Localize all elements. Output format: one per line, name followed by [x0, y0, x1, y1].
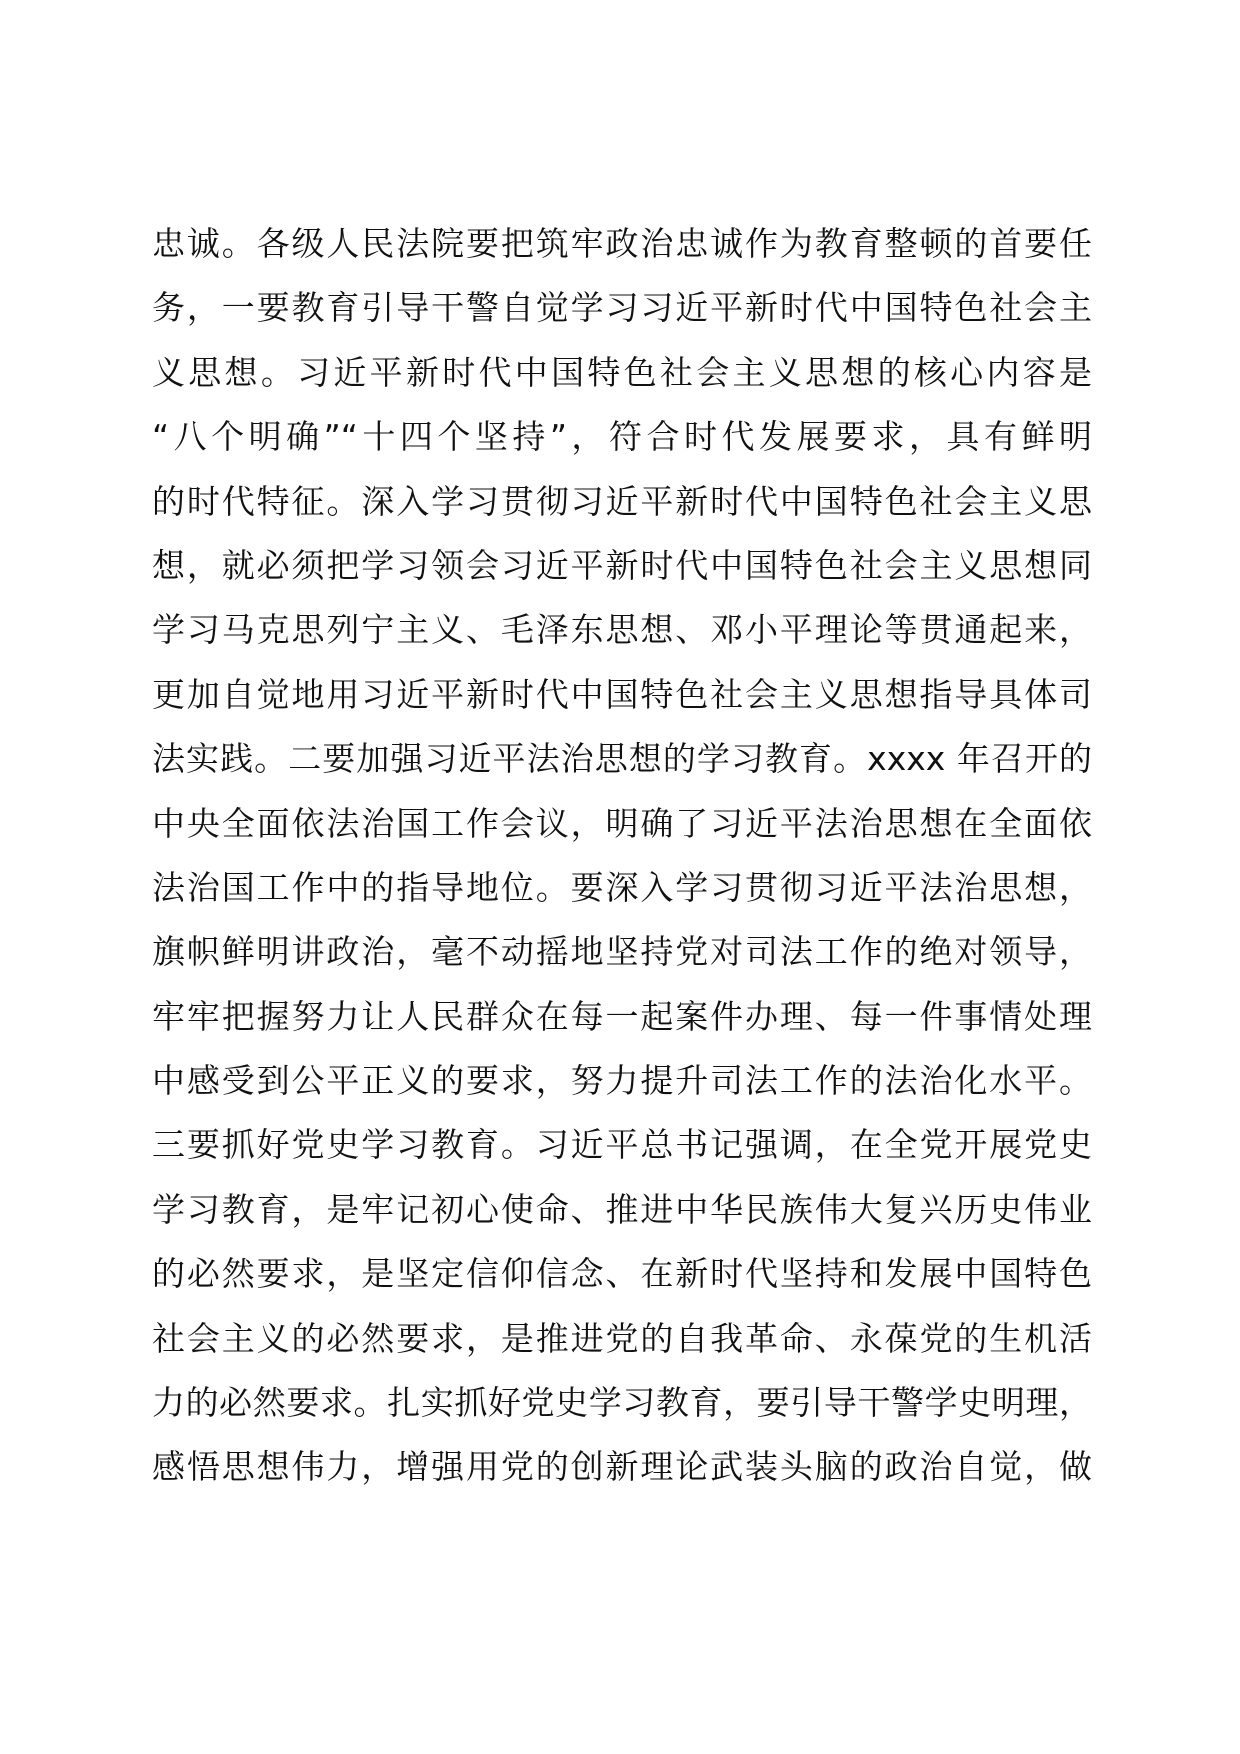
text-line: 义思想。习近平新时代中国特色社会主义思想的核心内容是	[152, 352, 1092, 392]
text-line: 力的必然要求。扎实抓好党史学习教育，要引导干警学史明理，	[152, 1383, 1092, 1423]
text-line: 的必然要求，是坚定信仰信念、在新时代坚持和发展中国特色	[152, 1254, 1092, 1294]
text-line: 学习教育，是牢记初心使命、推进中华民族伟大复兴历史伟业	[152, 1189, 1092, 1229]
text-line: 旗帜鲜明讲政治，毫不动摇地坚持党对司法工作的绝对领导，	[152, 932, 1092, 972]
text-line: 感悟思想伟力，增强用党的创新理论武装头脑的政治自觉，做	[152, 1447, 1092, 1487]
text-line: 更加自觉地用习近平新时代中国特色社会主义思想指导具体司	[152, 674, 1092, 714]
body-paragraph	[152, 212, 1092, 1500]
text-line: 中感受到公平正义的要求，努力提升司法工作的法治化水平。	[152, 1061, 1092, 1101]
text-line: 务，一要教育引导干警自觉学习习近平新时代中国特色社会主	[152, 288, 1092, 328]
text-line: 的时代特征。深入学习贯彻习近平新时代中国特色社会主义思	[152, 481, 1092, 521]
text-line: 学习马克思列宁主义、毛泽东思想、邓小平理论等贯通起来，	[152, 610, 1092, 650]
text-line: 三要抓好党史学习教育。习近平总书记强调，在全党开展党史	[152, 1125, 1092, 1165]
text-line: 社会主义的必然要求，是推进党的自我革命、永葆党的生机活	[152, 1318, 1092, 1358]
text-line: 法实践。二要加强习近平法治思想的学习教育。xxxx 年召开的	[152, 739, 1092, 779]
text-line: 法治国工作中的指导地位。要深入学习贯彻习近平法治思想，	[152, 867, 1092, 907]
text-line: 想，就必须把学习领会习近平新时代中国特色社会主义思想同	[152, 545, 1092, 585]
text-line: “八个明确”“十四个坚持”，符合时代发展要求，具有鲜明	[152, 417, 1092, 457]
text-line: 中央全面依法治国工作会议，明确了习近平法治思想在全面依	[152, 803, 1092, 843]
text-line: 忠诚。各级人民法院要把筑牢政治忠诚作为教育整顿的首要任	[152, 224, 1092, 263]
text-line: 牢牢把握努力让人民群众在每一起案件办理、每一件事情处理	[152, 996, 1092, 1036]
